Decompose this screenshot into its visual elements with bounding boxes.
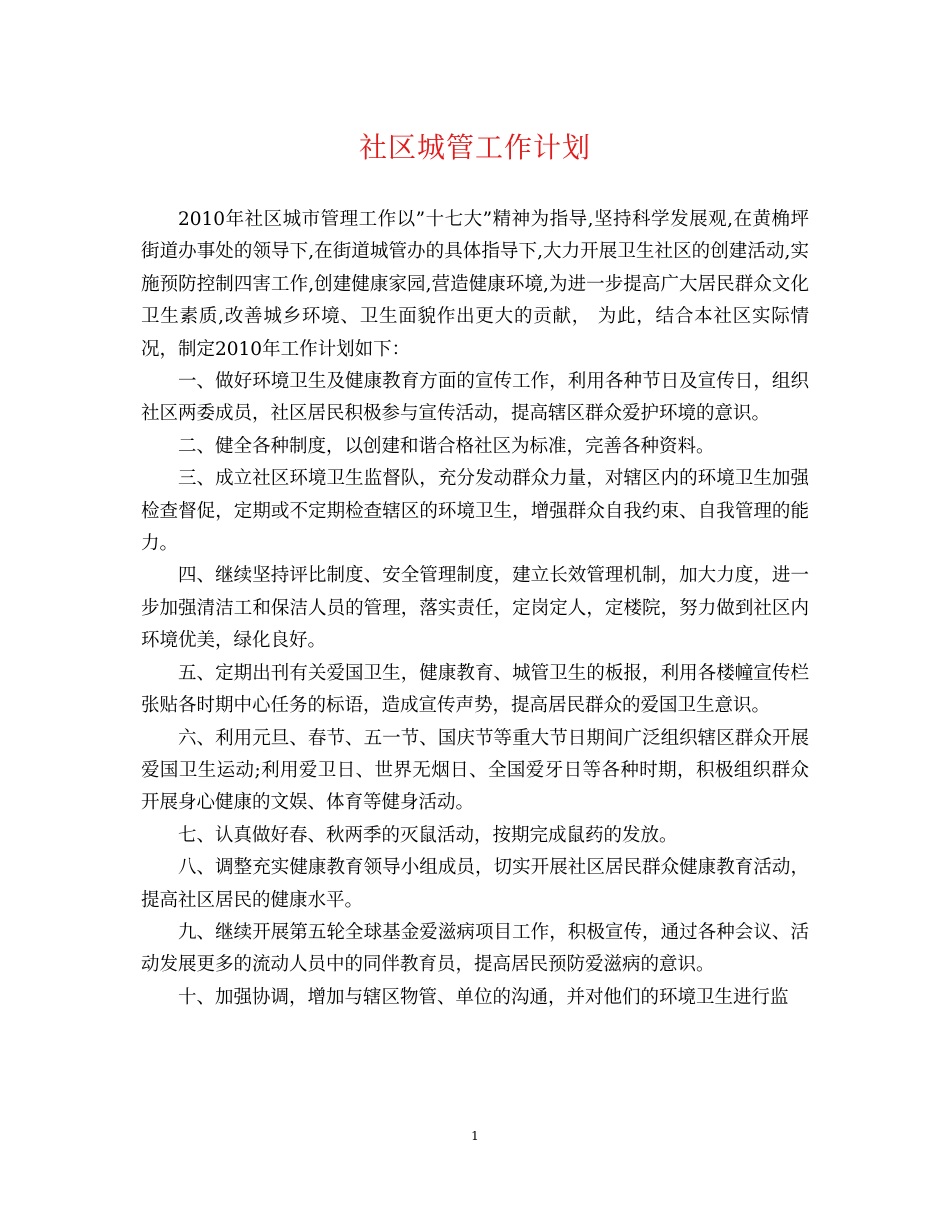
plan-item-2: 二、健全各种制度，以创建和谐合格社区为标准，完善各种资料。 [178, 435, 715, 457]
document-body [141, 204, 809, 1014]
plan-item-5: 五、定期出刊有关爱国卫生，健康教育、城管卫生的板报，利用各楼幢宣传栏张贴各时期中心任务的标语，造成宣传声势，提高居民群众的爱国卫生意识。 [141, 662, 809, 717]
page-number: 1 [471, 1129, 479, 1143]
plan-item-9: 九、继续开展第五轮全球基金爱滋病项目工作，积极宣传，通过各种会议、活动发展更多的流动人员中的同伴教育员，提高居民预防爱滋病的意识。 [141, 921, 809, 976]
document-title: 社区城管工作计划 [358, 131, 591, 164]
plan-item-1: 一、做好环境卫生及健康教育方面的宣传工作，利用各种节日及宣传日，组织社区两委成员，社区居民积极参与宣传活动，提高辖区群众爱护环境的意识。 [141, 371, 809, 425]
plan-item-10: 十、加强协调，增加与辖区物管、单位的沟通，并对他们的环境卫生进行监 [178, 986, 789, 1008]
plan-item-4: 四、继续坚持评比制度、安全管理制度，建立长效管理机制，加大力度，进一步加强清洁工和保洁人员的管理，落实责任，定岗定人，定楼院，努力做到社区内环境优美，绿化良好。 [141, 565, 809, 652]
plan-item-8: 八、调整充实健康教育领导小组成员，切实开展社区居民群众健康教育活动，提高社区居民的健康水平。 [141, 857, 809, 911]
plan-item-3: 三、成立社区环境卫生监督队，充分发动群众力量，对辖区内的环境卫生加强检查督促，定期或不定期检查辖区的环境卫生，增强群众自我约束、自我管理的能力。 [141, 468, 809, 555]
plan-item-7: 七、认真做好春、秋两季的灭鼠活动，按期完成鼠药的发放。 [178, 824, 678, 846]
plan-item-6: 六、利用元旦、春节、五一节、国庆节等重大节日期间广泛组织辖区群众开展爱国卫生运动;利用爱卫日、世界无烟日、全国爱牙日等各种时期，积极组织群众开展身心健康的文娱、体育等健身活动。 [141, 727, 809, 814]
intro-paragraph: 2010年社区城市管理工作以”十七大”精神为指导,坚持科学发展观,在黄桷坪街道办事处的领导下,在街道城管办的具体指导下,大力开展卫生社区的创建活动,实施预防控制四害工作,创建健康家园,营造健康环境,为进一步提高广大居民群众文化卫生素质,改善城乡环境、卫生面貌作出更大的贡献， 为此，结合本社区实际情况，制定2010年工作计划如下： [141, 209, 809, 360]
